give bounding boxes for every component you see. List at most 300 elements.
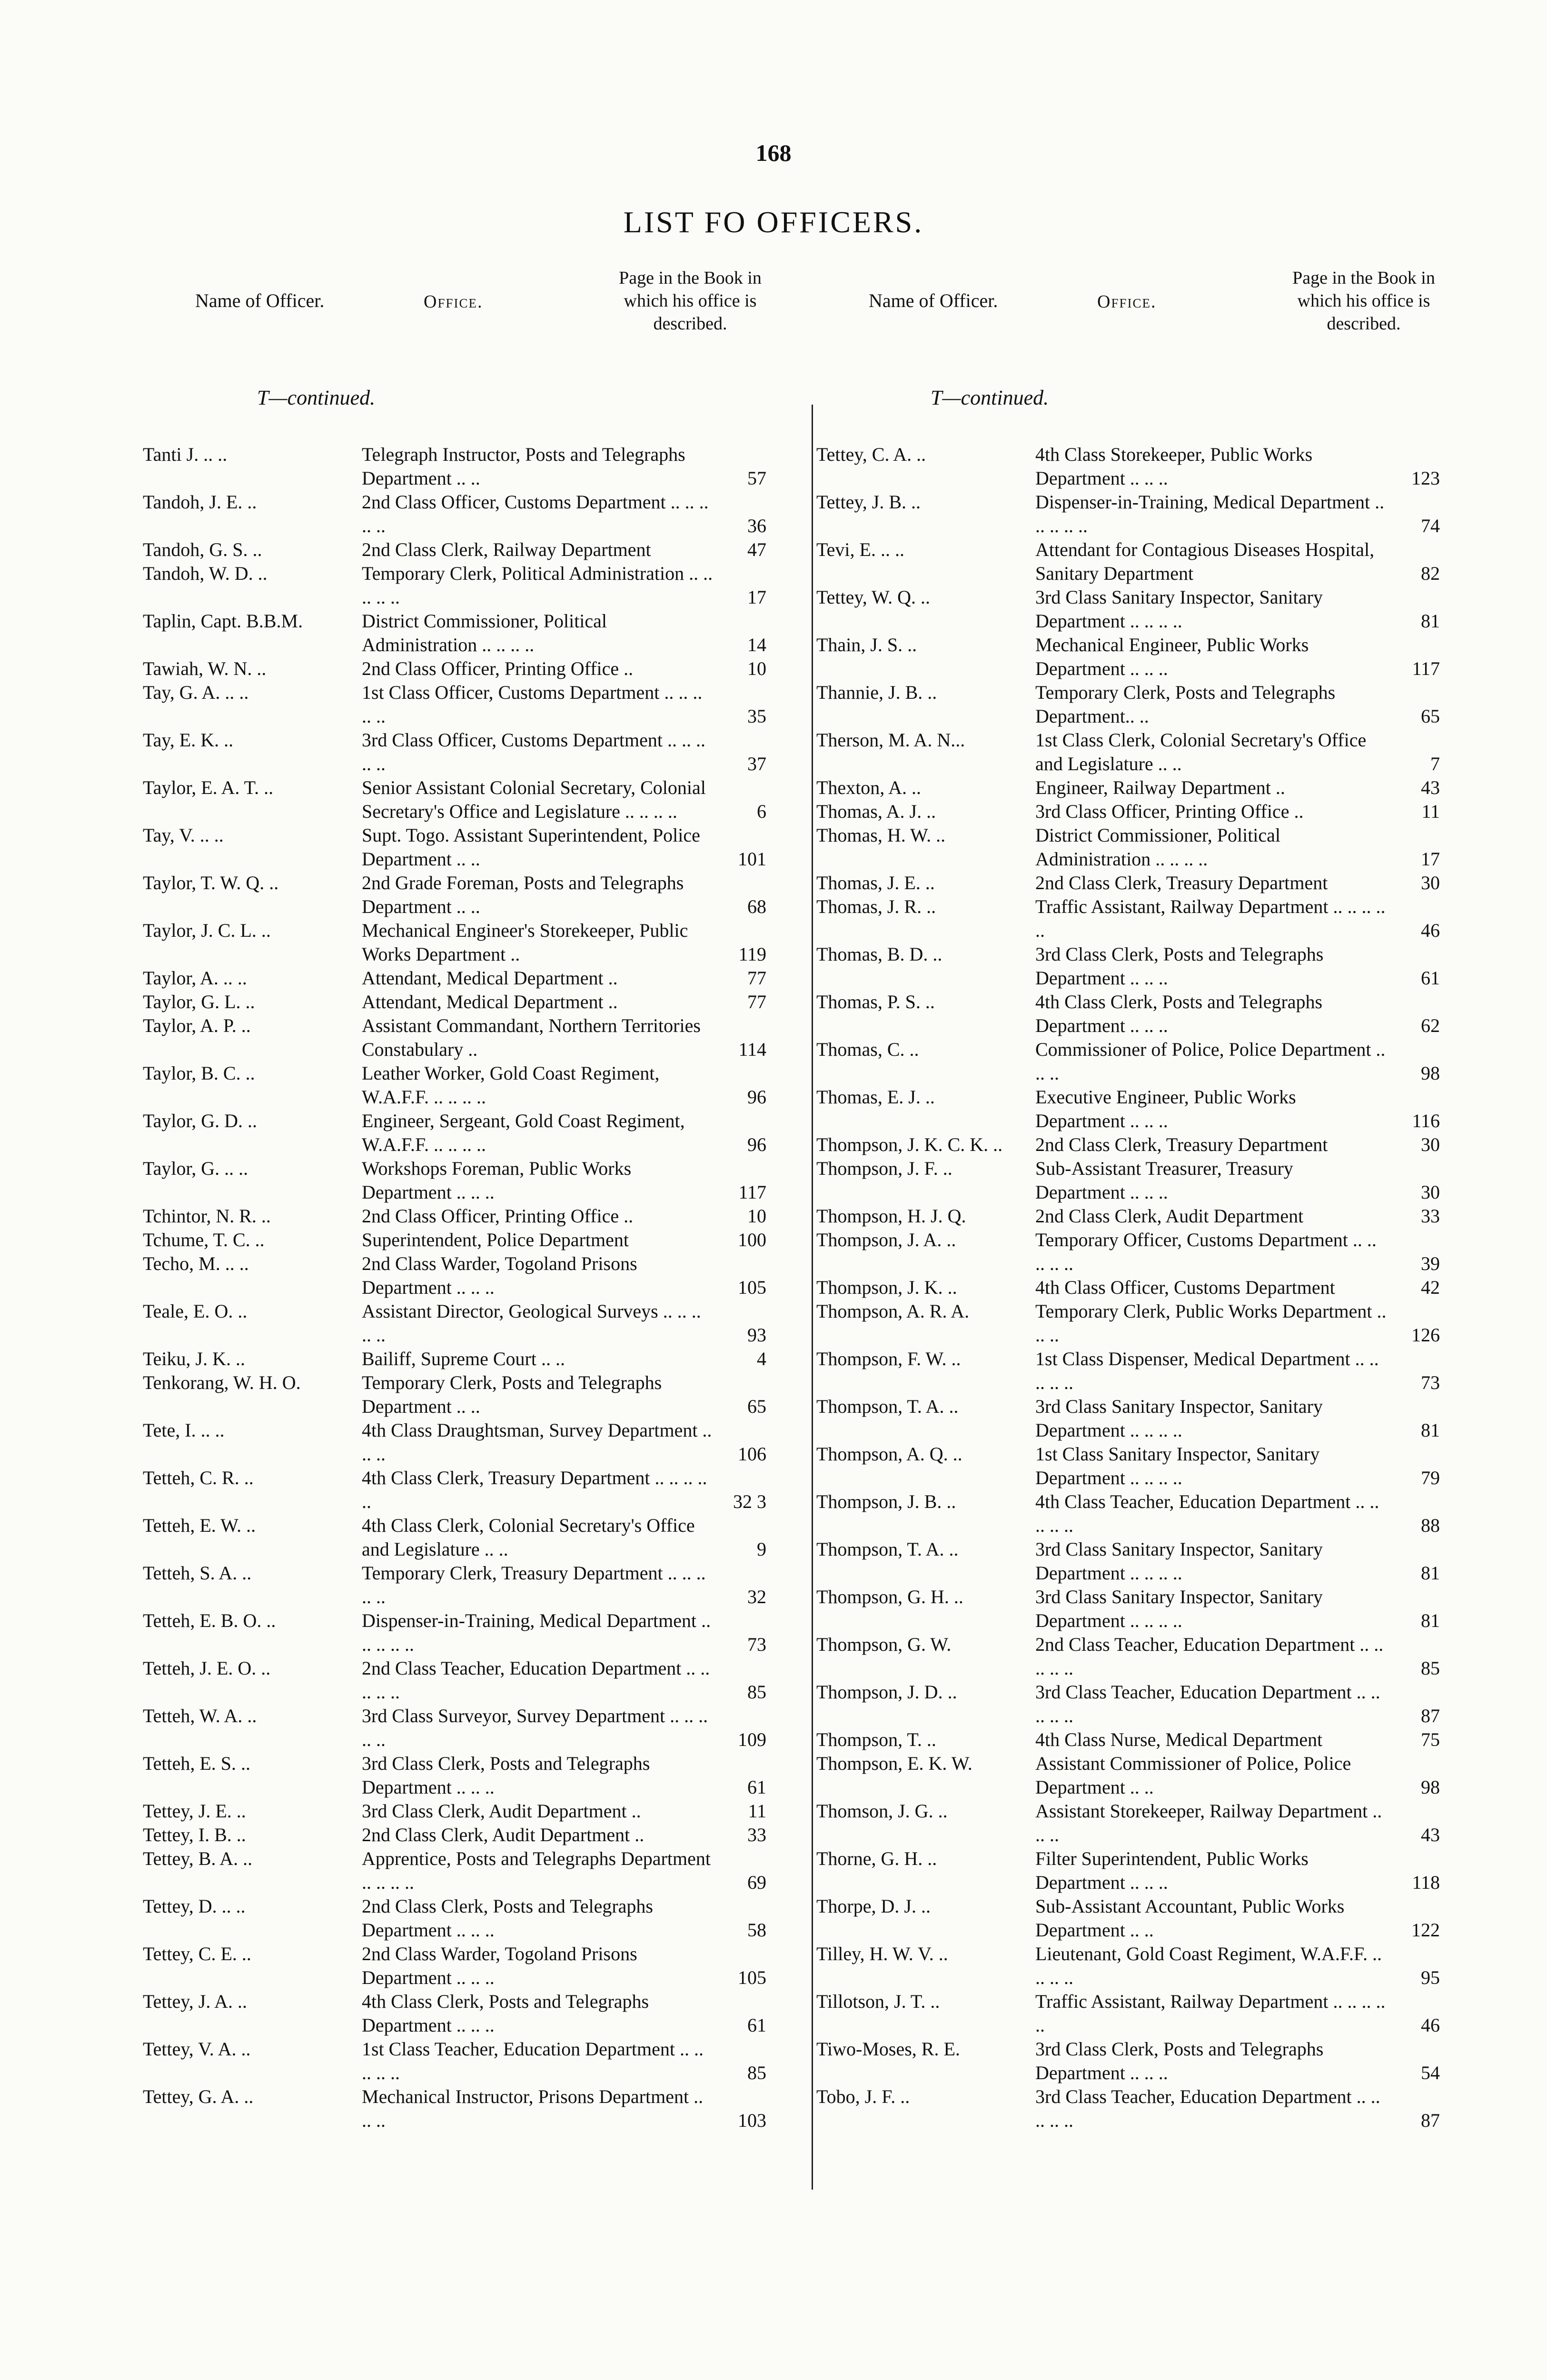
officer-name: Tetteh, E. B. O. ..: [143, 1610, 276, 1631]
officer-office: Commissioner of Police, Police Department .. .. ..: [1035, 1039, 1386, 1084]
officer-name: Teale, E. O. ..: [143, 1300, 248, 1322]
page-reference: 123: [1411, 467, 1440, 489]
officer-name: Therson, M. A. N...: [816, 729, 965, 751]
officer-entry: [143, 1157, 766, 1204]
officer-office: Supt. Togo. Assistant Superintendent, Police Department .. ..: [362, 824, 700, 870]
officer-name: Thomson, J. G. ..: [816, 1800, 948, 1822]
officer-name: Thompson, J. F. ..: [816, 1158, 952, 1179]
officer-entry: [816, 1752, 1440, 1799]
officer-name: Thompson, J. K. C. K. ..: [816, 1134, 1003, 1155]
officer-name: Tiwo-Moses, R. E.: [816, 2038, 960, 2060]
officer-name: Tobo, J. F. ..: [816, 2086, 910, 2107]
page-reference: 106: [738, 1443, 766, 1465]
officer-entry: [143, 1799, 766, 1823]
officer-name: Tilley, H. W. V. ..: [816, 1943, 948, 1964]
officer-entry: [816, 1133, 1440, 1157]
page-reference: 105: [738, 1967, 766, 1988]
officer-name: Thompson, J. D. ..: [816, 1681, 957, 1703]
officer-entry: [816, 942, 1440, 990]
officer-entry: [816, 1490, 1440, 1537]
officer-name: Taylor, A. .. ..: [143, 967, 247, 989]
officer-office: 2nd Class Clerk, Audit Department: [1035, 1205, 1304, 1227]
officer-office: 4th Class Clerk, Colonial Secretary's Office and Legislature .. ..: [362, 1515, 695, 1560]
officer-name: Tandoh, W. D. ..: [143, 563, 268, 584]
officer-office: 2nd Class Officer, Customs Department .. .. .. .. ..: [362, 491, 709, 536]
officer-entry: [143, 1609, 766, 1656]
page-reference: 100: [738, 1229, 766, 1250]
officer-name: Thain, J. S. ..: [816, 634, 917, 655]
officer-name: Tandoh, G. S. ..: [143, 539, 262, 560]
officer-entry: [143, 2037, 766, 2085]
officer-entry: [816, 1799, 1440, 1847]
officer-entry: [143, 490, 766, 538]
officer-name: Tete, I. .. ..: [143, 1419, 225, 1441]
officer-office: Temporary Officer, Customs Department .. .. .. .. ..: [1035, 1229, 1377, 1274]
officer-name: Thannie, J. B. ..: [816, 682, 937, 703]
page-reference: 54: [1421, 2062, 1440, 2083]
officer-office: 3rd Class Clerk, Posts and Telegraphs Department .. .. ..: [1035, 2038, 1324, 2083]
page-title: LIST FO OFFICERS.: [623, 205, 924, 239]
page-reference: 11: [1421, 801, 1440, 822]
officer-office: Engineer, Railway Department ..: [1035, 777, 1285, 798]
officer-name: Techo, M. .. ..: [143, 1253, 249, 1274]
officer-entry: [816, 1847, 1440, 1894]
officer-entry: [816, 895, 1440, 942]
officer-entry: [143, 562, 766, 609]
officer-entry: [816, 2085, 1440, 2132]
page-reference: 4: [757, 1348, 766, 1369]
page-reference: 117: [738, 1181, 766, 1203]
officer-entry: [816, 1157, 1440, 1204]
officer-office: 4th Class Clerk, Posts and Telegraphs Department .. .. ..: [1035, 991, 1323, 1036]
officer-name: Tettey, B. A. ..: [143, 1848, 253, 1869]
page-reference: 65: [747, 1396, 766, 1417]
header-name: Name of Officer.: [195, 290, 325, 311]
officer-entry: [143, 1252, 766, 1299]
page-reference: 61: [747, 1776, 766, 1798]
officer-entry: [143, 1656, 766, 1704]
officer-name: Tetteh, C. R. ..: [143, 1467, 254, 1488]
officer-entry: [143, 443, 766, 490]
page-reference: 10: [747, 658, 766, 679]
officer-name: Taylor, G. D. ..: [143, 1110, 257, 1131]
officer-name: Taylor, J. C. L. ..: [143, 920, 271, 941]
column-header: [816, 267, 1440, 367]
officer-name: Tettey, V. A. ..: [143, 2038, 251, 2060]
page-reference: 105: [738, 1277, 766, 1298]
officer-office: Lieutenant, Gold Coast Regiment, W.A.F.F. .. .. .. ..: [1035, 1943, 1382, 1988]
officer-office: Temporary Clerk, Political Administration .. .. .. .. ..: [362, 563, 713, 608]
page-reference: 77: [747, 991, 766, 1012]
page-reference: 103: [738, 2110, 766, 2131]
page-reference: 33: [747, 1824, 766, 1845]
officer-name: Thompson, J. K. ..: [816, 1277, 957, 1298]
officer-name: Tenkorang, W. H. O.: [143, 1372, 301, 1393]
officer-name: Tay, E. K. ..: [143, 729, 234, 751]
officer-office: District Commissioner, Political Administration .. .. .. ..: [1035, 824, 1281, 870]
officer-name: Thorpe, D. J. ..: [816, 1895, 931, 1917]
officer-office: Attendant for Contagious Diseases Hospital, Sanitary Department: [1035, 539, 1375, 584]
officer-entry: [816, 1038, 1440, 1085]
officer-entry: [143, 776, 766, 823]
page-reference: 61: [1421, 967, 1440, 989]
officer-office: 3rd Class Teacher, Education Department .. .. .. .. ..: [1035, 2086, 1380, 2131]
officer-office: 3rd Class Sanitary Inspector, Sanitary Department .. .. .. ..: [1035, 1586, 1323, 1631]
officer-name: Thexton, A. ..: [816, 777, 921, 798]
page-reference: 119: [738, 943, 766, 965]
officer-entry: [143, 1990, 766, 2037]
page-reference: 62: [1421, 1015, 1440, 1036]
officer-office: 3rd Class Surveyor, Survey Department .. .. .. .. ..: [362, 1705, 708, 1750]
officer-entry: [143, 1514, 766, 1561]
officer-entry: [143, 681, 766, 728]
officer-name: Taylor, G. .. ..: [143, 1158, 248, 1179]
officer-office: 2nd Class Clerk, Posts and Telegraphs Department .. .. ..: [362, 1895, 653, 1941]
officer-office: 3rd Class Clerk, Posts and Telegraphs Department .. .. ..: [362, 1753, 650, 1798]
officer-entry: [816, 1585, 1440, 1633]
page-reference: 81: [1421, 1562, 1440, 1584]
officer-name: Tchume, T. C. ..: [143, 1229, 265, 1250]
officer-name: Thompson, J. B. ..: [816, 1491, 956, 1512]
officer-office: 3rd Class Officer, Printing Office ..: [1035, 801, 1304, 822]
officer-office: 2nd Class Clerk, Railway Department: [362, 539, 651, 560]
officer-office: 4th Class Nurse, Medical Department: [1035, 1729, 1323, 1750]
officer-entry: [816, 1942, 1440, 1990]
officer-office: 1st Class Clerk, Colonial Secretary's Office and Legislature .. ..: [1035, 729, 1367, 774]
officer-office: Mechanical Instructor, Prisons Department .. .. ..: [362, 2086, 704, 2131]
officer-entry: [143, 1347, 766, 1371]
officer-entry: [816, 1204, 1440, 1228]
officer-name: Thomas, J. R. ..: [816, 896, 936, 917]
header-office: Office.: [424, 292, 483, 312]
officer-entry: [143, 1228, 766, 1252]
officer-entry: [143, 1418, 766, 1466]
officer-name: Thomas, C. ..: [816, 1039, 919, 1060]
officer-office: 3rd Class Officer, Customs Department .. .. .. .. ..: [362, 729, 705, 774]
page-reference: 79: [1421, 1467, 1440, 1488]
officer-office: 3rd Class Sanitary Inspector, Sanitary Department .. .. .. ..: [1035, 1538, 1323, 1584]
page-reference: 82: [1421, 563, 1440, 584]
page-reference: 9: [757, 1538, 766, 1560]
officer-entry: [816, 1347, 1440, 1395]
page-reference: 73: [747, 1634, 766, 1655]
header-name: Name of Officer.: [869, 290, 998, 311]
officer-entry: [816, 1633, 1440, 1680]
officer-entry: [816, 728, 1440, 776]
page-reference: 117: [1412, 658, 1440, 679]
officer-office: 2nd Class Officer, Printing Office ..: [362, 658, 634, 679]
officer-entry: [816, 1395, 1440, 1442]
officer-office: 2nd Class Teacher, Education Department .. .. .. .. ..: [362, 1657, 710, 1703]
officer-office: 4th Class Draughtsman, Survey Department .. .. ..: [362, 1419, 712, 1465]
officer-entry: [143, 966, 766, 990]
page-reference: 14: [747, 634, 766, 655]
page-reference: 122: [1411, 1919, 1440, 1941]
officer-name: Thompson, A. Q. ..: [816, 1443, 962, 1465]
officer-office: 1st Class Officer, Customs Department .. .. .. .. ..: [362, 682, 703, 727]
officer-entry: [816, 2037, 1440, 2085]
officer-office: 4th Class Clerk, Posts and Telegraphs Department .. .. ..: [362, 1991, 649, 2036]
officer-name: Tettey, D. .. ..: [143, 1895, 246, 1917]
officer-name: Tettey, C. E. ..: [143, 1943, 251, 1964]
officer-office: 1st Class Teacher, Education Department .. .. .. .. ..: [362, 2038, 704, 2083]
page-reference: 42: [1421, 1277, 1440, 1298]
officer-office: Senior Assistant Colonial Secretary, Colonial Secretary's Office and Legislature .. .. .. ..: [362, 777, 706, 822]
officer-name: Thompson, F. W. ..: [816, 1348, 961, 1369]
officer-office: Temporary Clerk, Posts and Telegraphs Department .. ..: [362, 1372, 662, 1417]
page-reference: 43: [1421, 777, 1440, 798]
officer-office: 4th Class Officer, Customs Department: [1035, 1277, 1335, 1298]
officer-name: Tetteh, S. A. ..: [143, 1562, 252, 1584]
page-reference: 88: [1421, 1515, 1440, 1536]
officer-office: Filter Superintendent, Public Works Department .. .. ..: [1035, 1848, 1309, 1893]
officer-name: Tetteh, W. A. ..: [143, 1705, 257, 1726]
officer-office: Leather Worker, Gold Coast Regiment, W.A.F.F. .. .. .. ..: [362, 1062, 660, 1108]
page-number: 168: [755, 139, 792, 166]
officer-entry: [143, 919, 766, 966]
officer-entry: [816, 681, 1440, 728]
page-reference: 109: [738, 1729, 766, 1750]
officer-entry: [816, 443, 1440, 490]
officer-name: Thompson, T. ..: [816, 1729, 936, 1750]
officer-name: Tettey, G. A. ..: [143, 2086, 254, 2107]
page-reference: 32: [747, 1586, 766, 1607]
page-reference: 17: [1421, 848, 1440, 870]
page-reference: 43: [1421, 1824, 1440, 1845]
officer-entry: [143, 1752, 766, 1799]
officer-name: Tawiah, W. N. ..: [143, 658, 267, 679]
officer-entry: [816, 633, 1440, 681]
officer-office: 2nd Grade Foreman, Posts and Telegraphs Department .. ..: [362, 872, 684, 917]
officer-office: Assistant Commandant, Northern Territories Constabulary ..: [362, 1015, 701, 1060]
officer-name: Taylor, G. L. ..: [143, 991, 255, 1012]
page-reference: 75: [1421, 1729, 1440, 1750]
column-header: [143, 267, 766, 367]
page-reference: 85: [1421, 1657, 1440, 1679]
officer-name: Tettey, J. B. ..: [816, 491, 921, 513]
officer-office: 3rd Class Sanitary Inspector, Sanitary Department .. .. .. ..: [1035, 586, 1323, 632]
page-reference: 85: [747, 1681, 766, 1703]
officer-name: Tetteh, J. E. O. ..: [143, 1657, 271, 1679]
officer-entry: [816, 1680, 1440, 1728]
page-reference: 77: [747, 967, 766, 989]
officer-entry: [143, 2085, 766, 2132]
officer-entry: [816, 871, 1440, 895]
page-reference: 118: [1412, 1872, 1440, 1893]
page-reference: 81: [1421, 1419, 1440, 1441]
officer-office: 2nd Class Clerk, Audit Department ..: [362, 1824, 645, 1845]
page-reference: 32 3: [733, 1491, 766, 1512]
page-reference: 98: [1421, 1776, 1440, 1798]
page-reference: 30: [1421, 1181, 1440, 1203]
officer-office: Bailiff, Supreme Court .. ..: [362, 1348, 565, 1369]
officer-office: Attendant, Medical Department ..: [362, 991, 618, 1012]
officer-entry: [816, 1728, 1440, 1752]
officer-name: Taylor, E. A. T. ..: [143, 777, 274, 798]
officer-entry: [816, 1228, 1440, 1276]
officer-office: 3rd Class Clerk, Posts and Telegraphs Department .. .. ..: [1035, 943, 1324, 989]
officer-office: Attendant, Medical Department ..: [362, 967, 618, 989]
officer-office: 4th Class Storekeeper, Public Works Department .. .. ..: [1035, 444, 1313, 489]
page-reference: 74: [1421, 515, 1440, 536]
officer-office: Mechanical Engineer's Storekeeper, Public Works Department ..: [362, 920, 688, 965]
page-reference: 95: [1421, 1967, 1440, 1988]
officer-entry: [816, 1085, 1440, 1133]
officer-entry: [816, 1537, 1440, 1585]
page-reference: 96: [747, 1134, 766, 1155]
officer-entry: [816, 585, 1440, 633]
officer-entry: [143, 728, 766, 776]
header-page: Page in the Book in which his office is described.: [1292, 268, 1435, 334]
officer-office: Dispenser-in-Training, Medical Department .. .. .. .. ..: [1035, 491, 1385, 536]
officer-name: Thompson, G. W.: [816, 1634, 952, 1655]
officer-name: Taylor, T. W. Q. ..: [143, 872, 279, 893]
page-reference: 101: [738, 848, 766, 870]
page-reference: 85: [747, 2062, 766, 2083]
officer-entry: [143, 1704, 766, 1752]
officer-office: Traffic Assistant, Railway Department .. .. .. .. ..: [1035, 1991, 1386, 2036]
officer-office: Superintendent, Police Department: [362, 1229, 629, 1250]
officer-name: Thompson, H. J. Q.: [816, 1205, 966, 1227]
page-reference: 10: [747, 1205, 766, 1227]
officer-entry: [143, 609, 766, 657]
officer-office: 2nd Class Clerk, Treasury Department: [1035, 872, 1328, 893]
officer-name: Thomas, P. S. ..: [816, 991, 935, 1012]
page-reference: 36: [747, 515, 766, 536]
officer-name: Thorne, G. H. ..: [816, 1848, 937, 1869]
officer-office: 3rd Class Clerk, Audit Department ..: [362, 1800, 641, 1822]
officer-office: District Commissioner, Political Administration .. .. .. ..: [362, 610, 607, 655]
officer-entry: [143, 1014, 766, 1061]
officer-office: Workshops Foreman, Public Works Department .. .. ..: [362, 1158, 632, 1203]
officer-name: Tettey, J. A. ..: [143, 1991, 248, 2012]
page-reference: 46: [1421, 920, 1440, 941]
officer-entry: [143, 823, 766, 871]
officer-entry: [143, 1561, 766, 1609]
officer-name: Tetteh, E. S. ..: [143, 1753, 251, 1774]
officer-office: 2nd Class Clerk, Treasury Department: [1035, 1134, 1328, 1155]
page-reference: 73: [1421, 1372, 1440, 1393]
officer-name: Thomas, E. J. ..: [816, 1086, 935, 1108]
officer-entry: [816, 1276, 1440, 1299]
page-reference: 81: [1421, 1610, 1440, 1631]
officer-name: Tchintor, N. R. ..: [143, 1205, 271, 1227]
column-divider: [812, 405, 813, 2190]
page-reference: 35: [747, 705, 766, 727]
officer-entry: [143, 1894, 766, 1942]
officer-entry: [143, 1371, 766, 1418]
officer-entry: [143, 1823, 766, 1847]
officer-name: Thompson, J. A. ..: [816, 1229, 956, 1250]
officer-office: 1st Class Sanitary Inspector, Sanitary Department .. .. .. ..: [1035, 1443, 1320, 1488]
page-reference: 7: [1430, 753, 1440, 774]
officer-name: Tandoh, J. E. ..: [143, 491, 257, 513]
page-reference: 87: [1421, 2110, 1440, 2131]
officer-name: Tillotson, J. T. ..: [816, 1991, 940, 2012]
page-reference: 30: [1421, 1134, 1440, 1155]
page-reference: 37: [747, 753, 766, 774]
officer-name: Thompson, T. A. ..: [816, 1538, 959, 1560]
officer-office: Traffic Assistant, Railway Department .. .. .. .. ..: [1035, 896, 1386, 941]
page-reference: 39: [1421, 1253, 1440, 1274]
officer-office: Executive Engineer, Public Works Department .. .. ..: [1035, 1086, 1296, 1131]
officer-office: Assistant Director, Geological Surveys .. .. .. .. ..: [362, 1300, 701, 1346]
page-reference: 81: [1421, 610, 1440, 632]
officer-entry: [143, 1204, 766, 1228]
officer-entry: [816, 1442, 1440, 1490]
officer-office: 3rd Class Teacher, Education Department .. .. .. .. ..: [1035, 1681, 1380, 1726]
header-page: Page in the Book in which his office is described.: [619, 268, 762, 334]
officer-office: 2nd Class Warder, Togoland Prisons Department .. .. ..: [362, 1943, 637, 1988]
page-reference: 98: [1421, 1062, 1440, 1084]
officer-entry: [143, 657, 766, 681]
officer-entry: [143, 1061, 766, 1109]
page-reference: 116: [1412, 1110, 1440, 1131]
entry-list: [816, 443, 1440, 2132]
officer-name: Tay, V. .. ..: [143, 824, 224, 846]
officer-entry: [816, 1299, 1440, 1347]
page-reference: 46: [1421, 2014, 1440, 2036]
officer-name: Tettey, C. A. ..: [816, 444, 926, 465]
officer-office: Engineer, Sergeant, Gold Coast Regiment, W.A.F.F. .. .. .. ..: [362, 1110, 685, 1155]
officer-office: 2nd Class Warder, Togoland Prisons Department .. .. ..: [362, 1253, 637, 1298]
header-office: Office.: [1097, 292, 1157, 312]
page-reference: 6: [757, 801, 766, 822]
page-reference: 33: [1421, 1205, 1440, 1227]
officer-name: Thomas, H. W. ..: [816, 824, 946, 846]
page-reference: 93: [747, 1324, 766, 1346]
officer-office: Temporary Clerk, Posts and Telegraphs Department.. ..: [1035, 682, 1336, 727]
officer-name: Taylor, B. C. ..: [143, 1062, 255, 1084]
officer-entry: [143, 1109, 766, 1157]
officer-entry: [143, 1847, 766, 1894]
officer-office: Assistant Commissioner of Police, Police Department .. ..: [1035, 1753, 1351, 1798]
officer-office: Temporary Clerk, Public Works Department .. .. ..: [1035, 1300, 1387, 1346]
officer-office: Temporary Clerk, Treasury Department .. .. .. .. ..: [362, 1562, 706, 1607]
officer-name: Tay, G. A. .. ..: [143, 682, 249, 703]
officer-entry: [816, 776, 1440, 800]
officer-name: Thomas, B. D. ..: [816, 943, 942, 965]
officer-name: Teiku, J. K. ..: [143, 1348, 245, 1369]
right-column: [816, 267, 1440, 2132]
officer-office: 1st Class Dispenser, Medical Department .. .. .. .. ..: [1035, 1348, 1379, 1393]
officer-entry: [816, 800, 1440, 823]
page-reference: 17: [747, 586, 766, 608]
officer-name: Tetteh, E. W. ..: [143, 1515, 256, 1536]
officer-name: Tanti J. .. ..: [143, 444, 228, 465]
officer-entry: [143, 1466, 766, 1514]
officer-entry: [816, 538, 1440, 585]
section-label: T—continued.: [257, 386, 376, 409]
page-reference: 69: [747, 1872, 766, 1893]
officer-office: 2nd Class Officer, Printing Office ..: [362, 1205, 634, 1227]
officer-entry: [816, 823, 1440, 871]
page-reference: 126: [1411, 1324, 1440, 1346]
entry-list: [143, 443, 766, 2132]
page-reference: 96: [747, 1086, 766, 1108]
officer-entry: [143, 1942, 766, 1990]
officer-name: Thomas, A. J. ..: [816, 801, 936, 822]
officer-entry: [143, 990, 766, 1014]
officer-name: Thompson, E. K. W.: [816, 1753, 972, 1774]
officer-name: Thompson, A. R. A.: [816, 1300, 970, 1322]
section-label: T—continued.: [931, 386, 1049, 409]
officer-entry: [816, 1894, 1440, 1942]
officer-entry: [143, 871, 766, 919]
officer-office: Assistant Storekeeper, Railway Department .. .. ..: [1035, 1800, 1382, 1845]
officer-entry: [816, 1990, 1440, 2037]
page-reference: 61: [747, 2014, 766, 2036]
